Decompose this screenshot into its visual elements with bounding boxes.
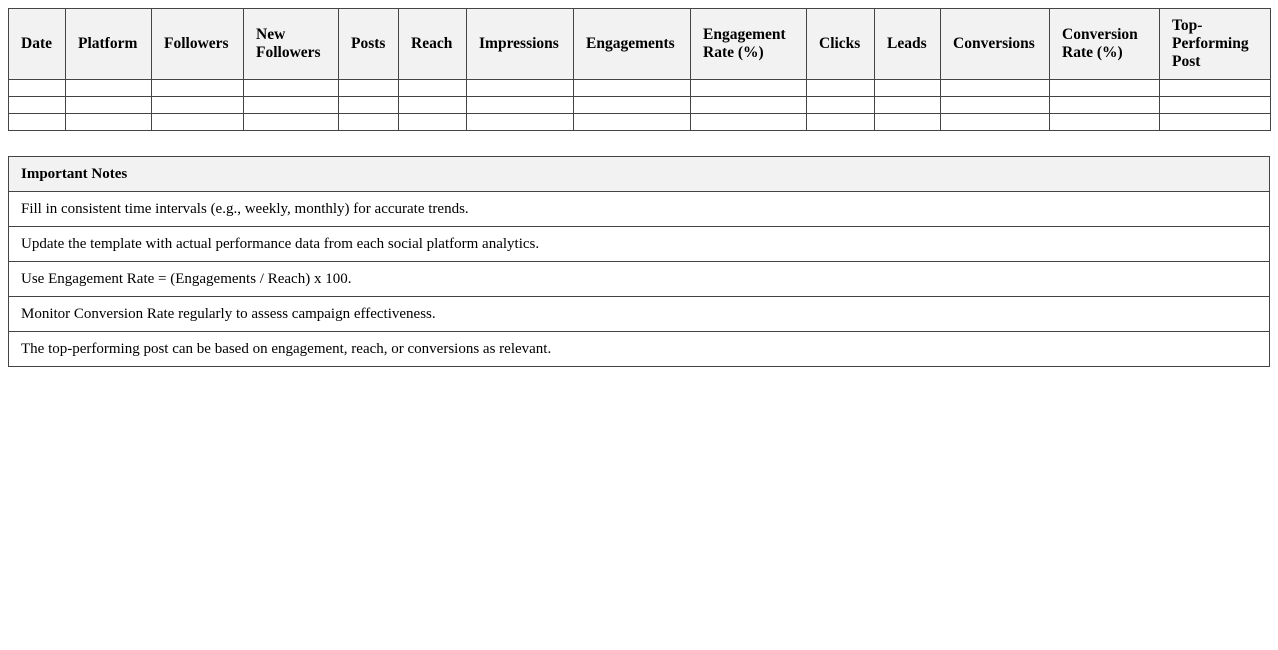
table-cell[interactable] bbox=[399, 80, 467, 97]
table-cell[interactable] bbox=[691, 97, 807, 114]
table-cell[interactable] bbox=[399, 114, 467, 131]
notes-table bbox=[8, 156, 1270, 367]
table-cell[interactable] bbox=[941, 114, 1050, 131]
col-impressions: Impressions bbox=[467, 9, 574, 80]
table-cell[interactable] bbox=[875, 114, 941, 131]
col-leads: Leads bbox=[875, 9, 941, 80]
table-cell[interactable] bbox=[1160, 114, 1271, 131]
table-row bbox=[9, 97, 1271, 114]
table-cell[interactable] bbox=[574, 114, 691, 131]
table-cell[interactable] bbox=[399, 97, 467, 114]
table-cell[interactable] bbox=[66, 114, 152, 131]
table-cell[interactable] bbox=[152, 114, 244, 131]
table-cell[interactable] bbox=[1050, 114, 1160, 131]
header-row bbox=[9, 9, 1271, 80]
table-cell[interactable] bbox=[1050, 80, 1160, 97]
col-posts: Posts bbox=[339, 9, 399, 80]
col-platform: Platform bbox=[66, 9, 152, 80]
table-cell[interactable] bbox=[691, 114, 807, 131]
table-cell[interactable] bbox=[339, 114, 399, 131]
table-cell[interactable] bbox=[339, 80, 399, 97]
col-top-performing-post: Top-Performing Post bbox=[1160, 9, 1271, 80]
table-cell[interactable] bbox=[66, 97, 152, 114]
table-cell[interactable] bbox=[1160, 80, 1271, 97]
table-cell[interactable] bbox=[1160, 97, 1271, 114]
table-cell[interactable] bbox=[66, 80, 152, 97]
table-cell[interactable] bbox=[467, 97, 574, 114]
note-item: Fill in consistent time intervals (e.g., weekly, monthly) for accurate trends. bbox=[9, 192, 1270, 227]
table-cell[interactable] bbox=[875, 97, 941, 114]
table-cell[interactable] bbox=[807, 97, 875, 114]
table-row bbox=[9, 114, 1271, 131]
col-engagements: Engagements bbox=[574, 9, 691, 80]
metrics-table bbox=[8, 8, 1271, 131]
table-cell[interactable] bbox=[152, 97, 244, 114]
col-conversions: Conversions bbox=[941, 9, 1050, 80]
table-cell[interactable] bbox=[467, 80, 574, 97]
col-conversion-rate: Conversion Rate (%) bbox=[1050, 9, 1160, 80]
table-cell[interactable] bbox=[9, 97, 66, 114]
table-cell[interactable] bbox=[339, 97, 399, 114]
table-cell[interactable] bbox=[9, 80, 66, 97]
col-followers: Followers bbox=[152, 9, 244, 80]
table-cell[interactable] bbox=[691, 80, 807, 97]
table-row bbox=[9, 80, 1271, 97]
note-item: The top-performing post can be based on engagement, reach, or conversions as relevant. bbox=[9, 332, 1270, 367]
table-cell[interactable] bbox=[1050, 97, 1160, 114]
table-cell[interactable] bbox=[152, 80, 244, 97]
col-date: Date bbox=[9, 9, 66, 80]
table-cell[interactable] bbox=[9, 114, 66, 131]
col-engagement-rate: Engagement Rate (%) bbox=[691, 9, 807, 80]
note-item: Monitor Conversion Rate regularly to assess campaign effectiveness. bbox=[9, 297, 1270, 332]
table-cell[interactable] bbox=[941, 80, 1050, 97]
table-cell[interactable] bbox=[574, 80, 691, 97]
table-cell[interactable] bbox=[244, 114, 339, 131]
table-cell[interactable] bbox=[244, 97, 339, 114]
table-cell[interactable] bbox=[875, 80, 941, 97]
table-cell[interactable] bbox=[807, 114, 875, 131]
col-clicks: Clicks bbox=[807, 9, 875, 80]
col-new-followers: New Followers bbox=[244, 9, 339, 80]
table-cell[interactable] bbox=[941, 97, 1050, 114]
table-cell[interactable] bbox=[807, 80, 875, 97]
col-reach: Reach bbox=[399, 9, 467, 80]
note-item: Update the template with actual performance data from each social platform analytics. bbox=[9, 227, 1270, 262]
table-cell[interactable] bbox=[244, 80, 339, 97]
notes-title: Important Notes bbox=[9, 157, 1270, 192]
note-item: Use Engagement Rate = (Engagements / Reach) x 100. bbox=[9, 262, 1270, 297]
table-cell[interactable] bbox=[467, 114, 574, 131]
table-cell[interactable] bbox=[574, 97, 691, 114]
